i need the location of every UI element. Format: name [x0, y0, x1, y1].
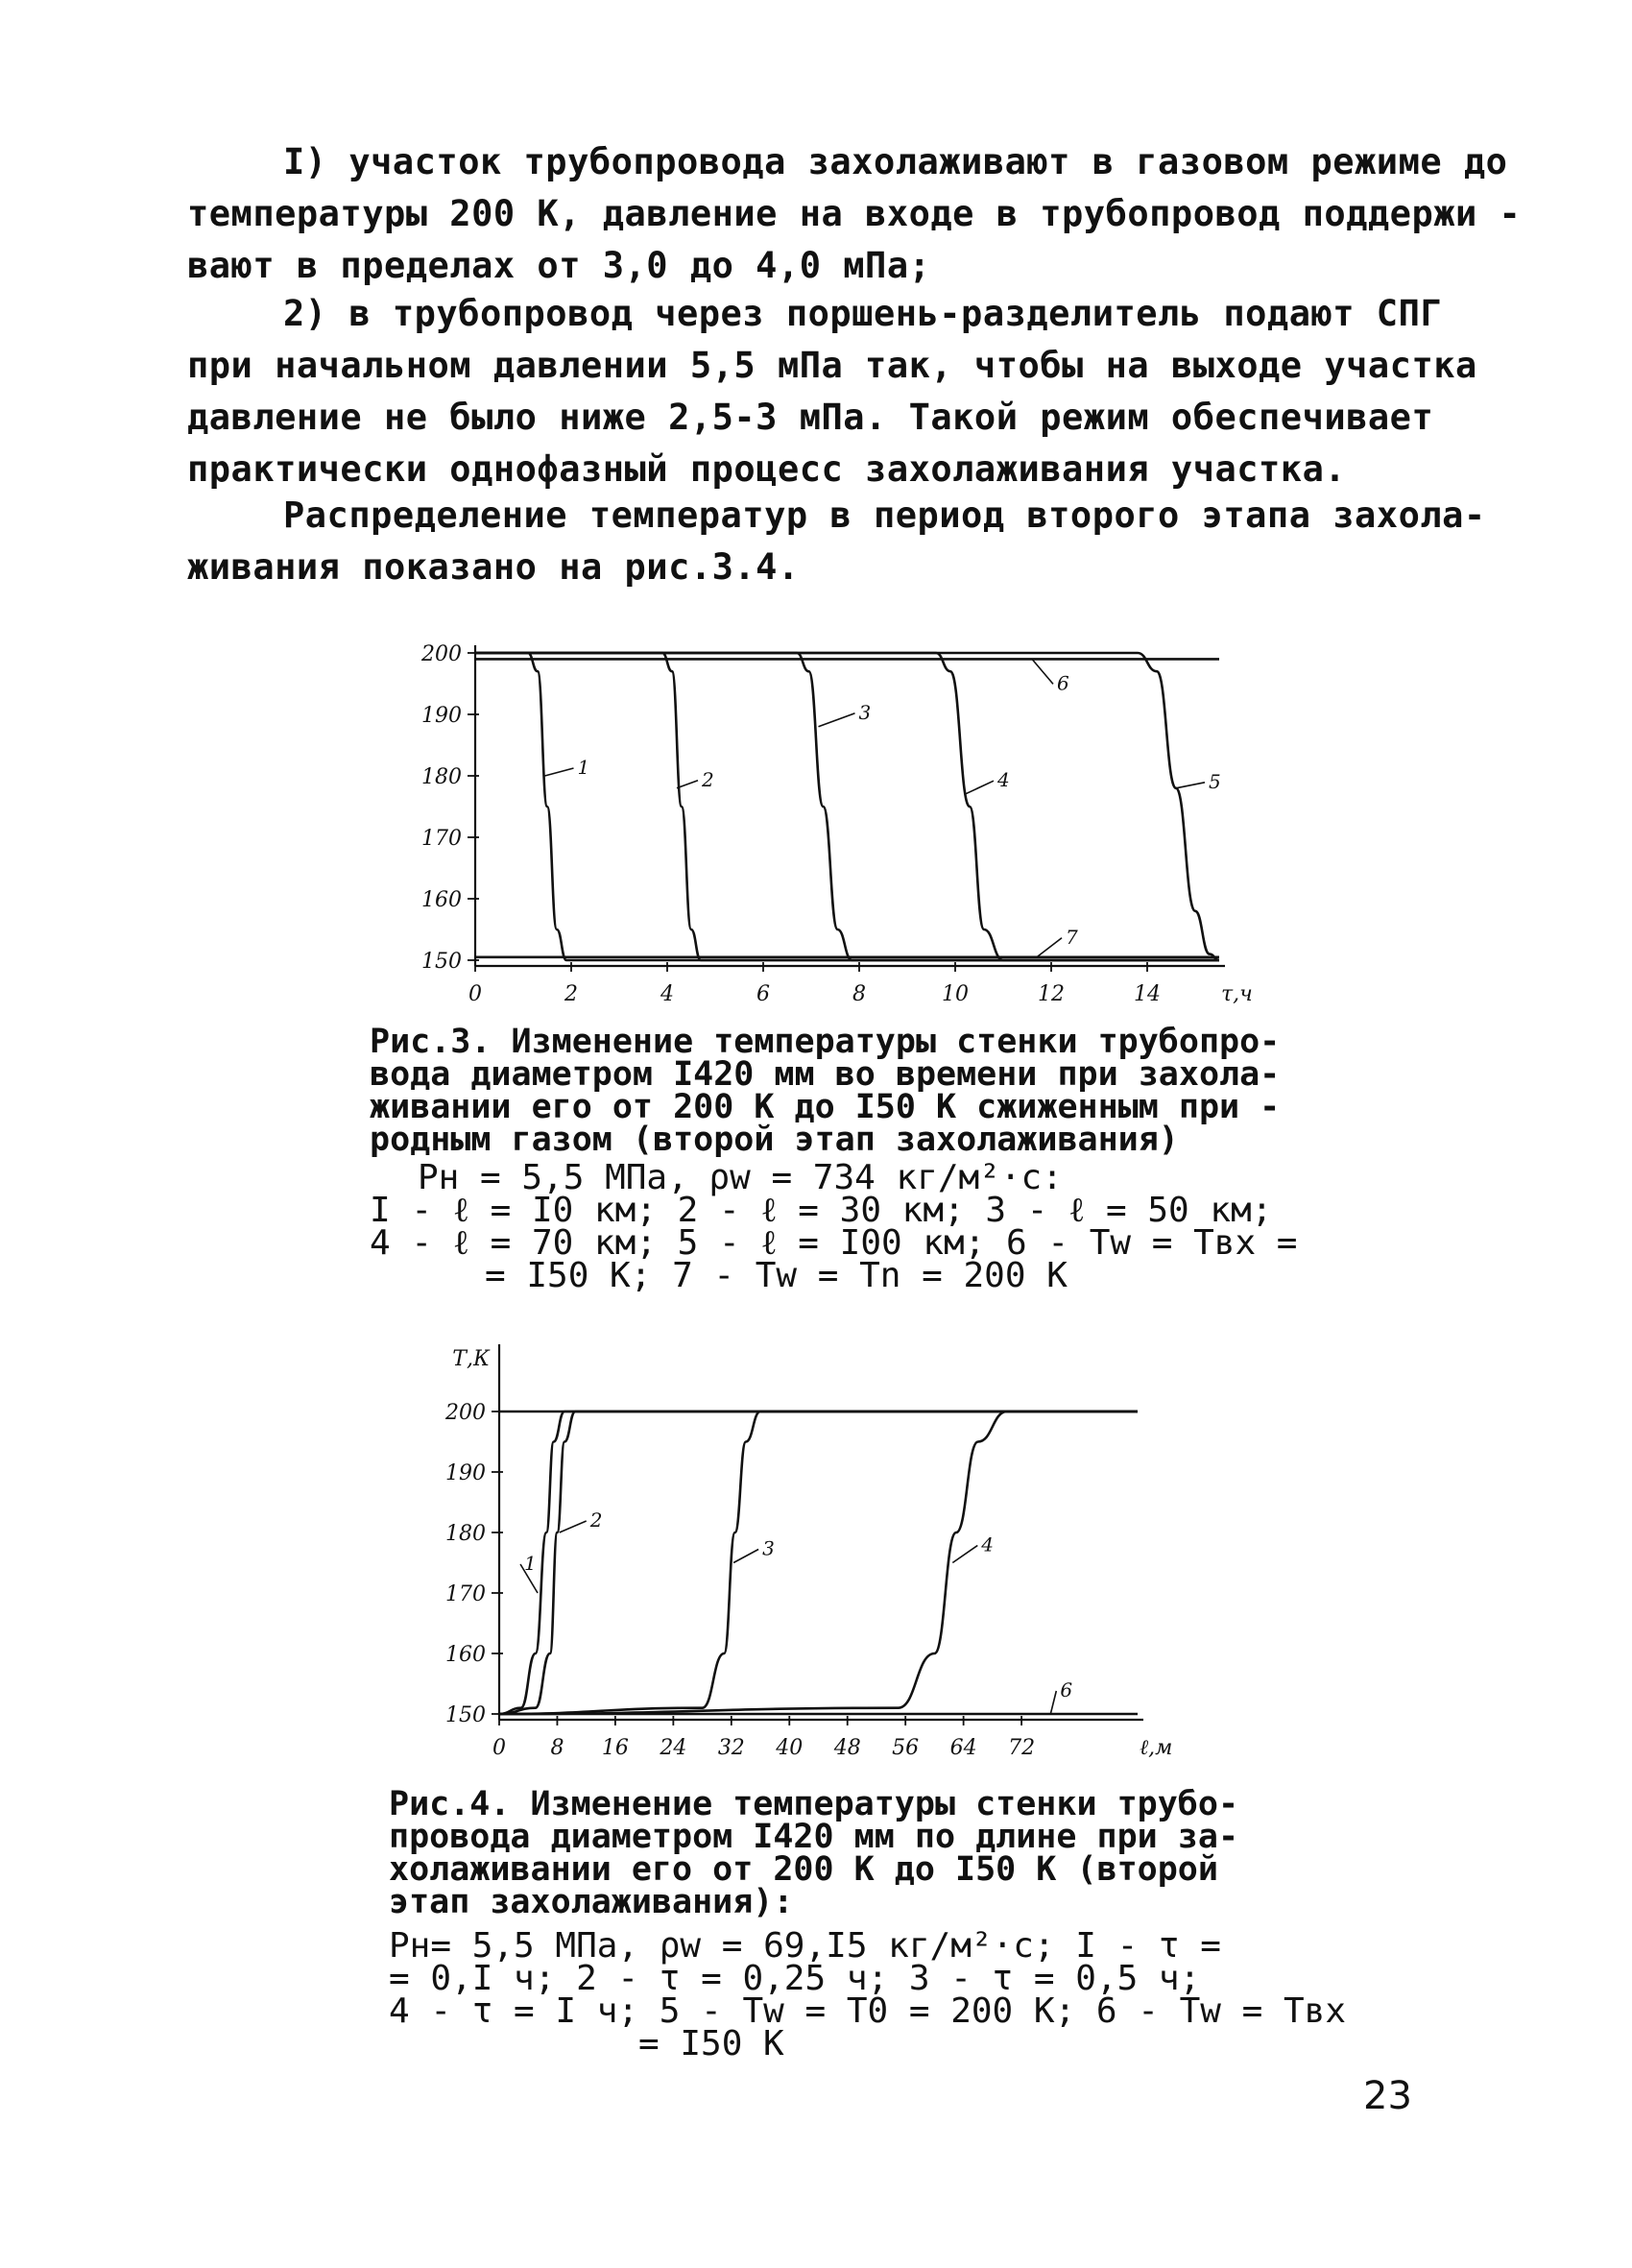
- x-tick-label: 72: [1008, 1736, 1036, 1760]
- legend-line: 4 - τ = I ч; 5 - Tw = T0 = 200 К; 6 - Tw = Tвх: [389, 1991, 1346, 2031]
- figure4-chart: [422, 1335, 1248, 1786]
- x-axis-label: ℓ,м: [1140, 1736, 1173, 1760]
- text-line: при начальном давлении 5,5 мПа так, чтобы на выходе участка: [187, 345, 1477, 386]
- y-tick-label: 170: [445, 1582, 486, 1606]
- caption-line: родным газом (второй этап захолаживания): [370, 1121, 1179, 1159]
- text-line: температуры 200 К, давление на входе в трубопровод поддержи -: [187, 193, 1522, 234]
- figure3-caption: [370, 1023, 1281, 1159]
- series-label-6: 6: [1060, 1678, 1073, 1701]
- y-tick-label: 150: [421, 950, 462, 974]
- legend-line: = I50 К: [638, 2024, 784, 2063]
- x-tick-label: 48: [833, 1736, 861, 1760]
- y-tick-label: 180: [445, 1522, 486, 1546]
- paragraph-item2: [187, 288, 1477, 495]
- series-label-5: 5: [1209, 769, 1221, 793]
- series-line-1: [475, 653, 1219, 960]
- caption-line: вода диаметром I420 мм во времени при захола-: [370, 1055, 1281, 1094]
- x-tick-label: 0: [492, 1736, 506, 1760]
- series-leader-3: [733, 1550, 758, 1563]
- series-leader-2: [677, 781, 698, 788]
- y-tick-label: 190: [421, 704, 462, 728]
- series-line-4: [499, 1411, 1138, 1714]
- y-tick-label: 200: [421, 642, 462, 666]
- page-number: 23: [1363, 2074, 1412, 2118]
- caption-line: этап захолаживания):: [389, 1883, 794, 1921]
- series-line-4: [475, 653, 1219, 960]
- series-label-2: 2: [589, 1508, 603, 1532]
- series-label-1: 1: [524, 1552, 537, 1575]
- caption-line: живании его от 200 К до I50 К сжиженным при -: [370, 1088, 1281, 1126]
- series-leader-6: [1032, 659, 1053, 684]
- y-tick-label: 160: [445, 1643, 486, 1667]
- figure4-legend: [389, 1926, 1346, 2063]
- series-label-2: 2: [702, 767, 714, 791]
- x-tick-label: 4: [660, 982, 674, 1006]
- series-line-5: [475, 653, 1219, 960]
- figure3-chart: [384, 634, 1253, 1027]
- text-line: 2) в трубопровод через поршень-разделитель подают СПГ: [283, 293, 1443, 334]
- text-line: практически однофазный процесс захолаживания участка.: [187, 448, 1347, 490]
- text-line: вают в пределах от 3,0 до 4,0 мПа;: [187, 245, 931, 286]
- y-tick-label: 170: [421, 827, 462, 851]
- paragraph-3: [187, 490, 1486, 593]
- text-line: I) участок трубопровода захолаживают в газовом режиме до: [283, 141, 1508, 182]
- legend-line: Pн= 5,5 МПа, ρw = 69,I5 кг/м²·с; I - τ =: [389, 1926, 1221, 1966]
- x-tick-label: 0: [468, 982, 482, 1006]
- series-line-3: [475, 653, 1219, 960]
- legend-line: Pн = 5,5 МПа, ρw = 734 кг/м²·с:: [418, 1158, 1063, 1197]
- x-tick-label: 6: [756, 982, 770, 1006]
- y-tick-label: 200: [445, 1401, 486, 1425]
- caption-line: провода диаметром I420 мм по длине при за-: [389, 1818, 1239, 1856]
- series-leader-6: [1050, 1691, 1056, 1714]
- series-line-2: [475, 653, 1219, 960]
- legend-line: I - ℓ = I0 км; 2 - ℓ = 30 км; 3 - ℓ = 50 км;: [370, 1191, 1273, 1230]
- series-leader-1: [545, 768, 574, 776]
- y-tick-label: 150: [445, 1703, 486, 1727]
- series-label-4: 4: [997, 768, 1010, 792]
- x-tick-label: 14: [1134, 982, 1161, 1006]
- figure4-caption: [389, 1785, 1239, 1921]
- y-tick-label: 160: [421, 888, 462, 912]
- series-leader-4: [965, 781, 994, 794]
- series-label-6: 6: [1057, 671, 1069, 695]
- y-tick-label: 190: [445, 1461, 486, 1485]
- x-tick-label: 32: [717, 1736, 745, 1760]
- x-tick-label: 64: [949, 1736, 977, 1760]
- legend-line: 4 - ℓ = 70 км; 5 - ℓ = I00 км; 6 - Tw = Tвх =: [370, 1223, 1298, 1263]
- legend-line: = 0,I ч; 2 - τ = 0,25 ч; 3 - τ = 0,5 ч;: [389, 1959, 1201, 1998]
- x-tick-label: 12: [1038, 982, 1065, 1006]
- series-label-1: 1: [577, 756, 590, 779]
- series-line-3: [499, 1411, 1138, 1714]
- series-label-7: 7: [1066, 925, 1078, 949]
- series-line-2: [499, 1411, 1138, 1714]
- series-leader-4: [952, 1546, 977, 1563]
- x-tick-label: 24: [660, 1736, 687, 1760]
- series-leader-3: [819, 713, 855, 727]
- text-line: живания показано на рис.3.4.: [187, 546, 800, 588]
- y-tick-label: 180: [421, 765, 462, 789]
- paragraph-item1: [187, 136, 1522, 292]
- x-tick-label: 2: [564, 982, 578, 1006]
- series-label-3: 3: [858, 700, 872, 724]
- x-tick-label: 8: [852, 982, 866, 1006]
- caption-line: Рис.4. Изменение температуры стенки трубо-: [389, 1785, 1239, 1823]
- caption-line: Рис.3. Изменение температуры стенки трубопро-: [370, 1023, 1281, 1061]
- series-leader-5: [1176, 783, 1205, 788]
- text-line: давление не было ниже 2,5-3 мПа. Такой режим обеспечивает: [187, 397, 1434, 438]
- x-tick-label: 8: [550, 1736, 564, 1760]
- legend-line: = I50 К; 7 - Tw = Tn = 200 К: [485, 1256, 1068, 1295]
- caption-line: холаживании его от 200 К до I50 К (второй: [389, 1850, 1218, 1889]
- y-axis-label: Т,К: [452, 1347, 490, 1371]
- figure3-legend: [370, 1158, 1298, 1295]
- x-tick-label: 56: [892, 1736, 920, 1760]
- series-leader-7: [1037, 938, 1062, 957]
- x-axis-label: τ,ч: [1221, 982, 1253, 1006]
- series-label-4: 4: [981, 1532, 995, 1556]
- x-tick-label: 10: [942, 982, 969, 1006]
- text-line: Распределение температур в период второго этапа захола-: [283, 495, 1486, 536]
- series-label-3: 3: [762, 1536, 775, 1560]
- series-leader-2: [560, 1521, 587, 1532]
- series-line-1: [499, 1411, 1138, 1714]
- x-tick-label: 16: [601, 1736, 629, 1760]
- x-tick-label: 40: [776, 1736, 804, 1760]
